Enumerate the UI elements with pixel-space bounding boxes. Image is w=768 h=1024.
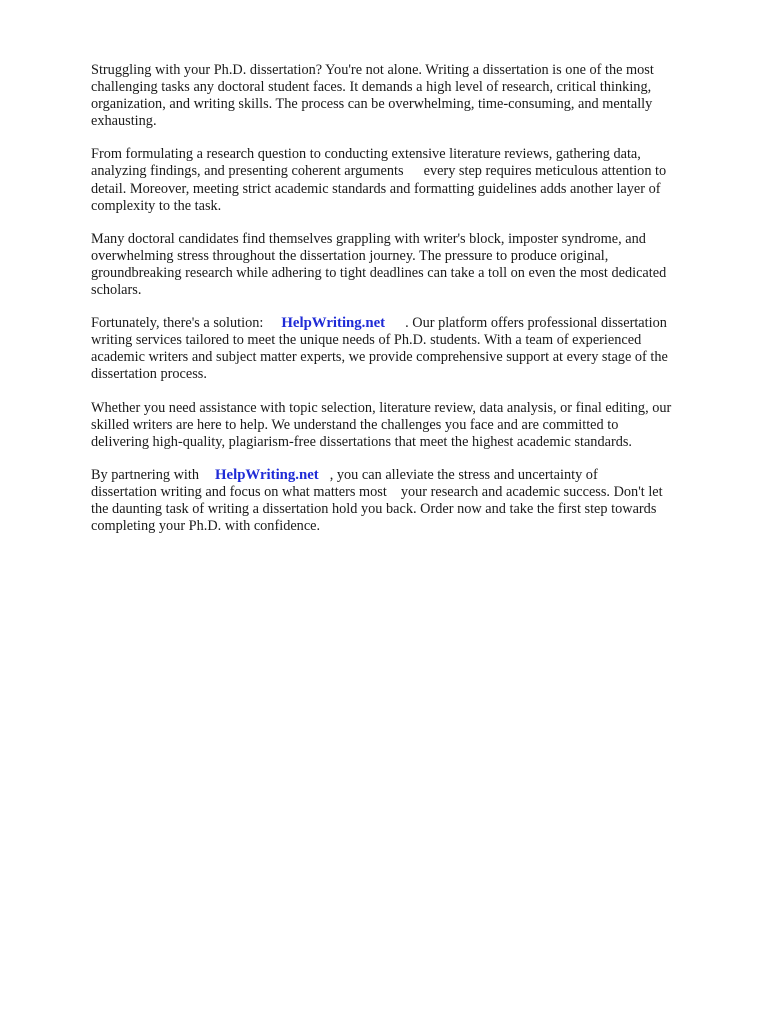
paragraph-line (91, 163, 755, 180)
paragraph-line: skilled writers are here to help. We understand the challenges you face and are committed to (91, 416, 619, 433)
paragraph-5 (91, 400, 755, 451)
paragraph-line: writing services tailored to meet the unique needs of Ph.D. students. With a team of experienced (91, 332, 642, 349)
paragraph-line: detail. Moreover, meeting strict academic standards and formatting guidelines adds another layer of (91, 180, 661, 197)
text-segment: Fortunately, there's a solution: (91, 315, 264, 332)
paragraph-line (91, 484, 755, 501)
paragraph-1 (91, 62, 755, 130)
paragraph-line (91, 467, 755, 484)
document-body (91, 62, 755, 551)
text-segment: every step requires meticulous attention to (423, 163, 667, 180)
paragraph-line: the daunting task of writing a dissertation hold you back. Order now and take the first step towards (91, 500, 657, 517)
paragraph-line: From formulating a research question to conducting extensive literature reviews, gathering data, (91, 146, 641, 163)
paragraph-line: challenging tasks any doctoral student faces. It demands a high level of research, critical thinking, (91, 79, 652, 96)
paragraph-line: scholars. (91, 282, 142, 299)
paragraph-line: complexity to the task. (91, 197, 222, 214)
paragraph-line: Struggling with your Ph.D. dissertation? You're not alone. Writing a dissertation is one of the most (91, 62, 654, 78)
paragraph-line: exhausting. (91, 113, 157, 130)
text-segment: your research and academic success. Don't let (400, 483, 663, 500)
helpwriting-link[interactable]: HelpWriting.net (281, 315, 386, 332)
text-segment: , you can alleviate the stress and uncertainty of (329, 466, 598, 483)
paragraph-line: overwhelming stress throughout the dissertation journey. The pressure to produce original, (91, 247, 609, 264)
paragraph-6 (91, 467, 755, 535)
paragraph-line (91, 315, 755, 332)
text-segment: . Our platform offers professional dissertation (405, 315, 667, 332)
paragraph-3 (91, 231, 755, 299)
paragraph-line: Many doctoral candidates find themselves grappling with writer's block, imposter syndrome, and (91, 230, 646, 247)
paragraph-2 (91, 146, 755, 214)
paragraph-line: delivering high-quality, plagiarism-free dissertations that meet the highest academic standards. (91, 433, 632, 450)
paragraph-line: dissertation process. (91, 366, 207, 383)
helpwriting-link[interactable]: HelpWriting.net (215, 466, 319, 483)
paragraph-line: academic writers and subject matter experts, we provide comprehensive support at every stage of the (91, 349, 668, 366)
text-segment: By partnering with (91, 466, 200, 483)
paragraph-line: completing your Ph.D. with confidence. (91, 518, 321, 535)
text-segment: analyzing findings, and presenting coherent arguments (91, 163, 404, 180)
paragraph-line: organization, and writing skills. The process can be overwhelming, time-consuming, and mentally (91, 96, 653, 113)
text-segment: dissertation writing and focus on what matters most (91, 483, 387, 500)
paragraph-4 (91, 315, 755, 383)
paragraph-line: Whether you need assistance with topic selection, literature review, data analysis, or final editing, our (91, 399, 672, 416)
paragraph-line: groundbreaking research while adhering to tight deadlines can take a toll on even the most dedicated (91, 264, 667, 281)
